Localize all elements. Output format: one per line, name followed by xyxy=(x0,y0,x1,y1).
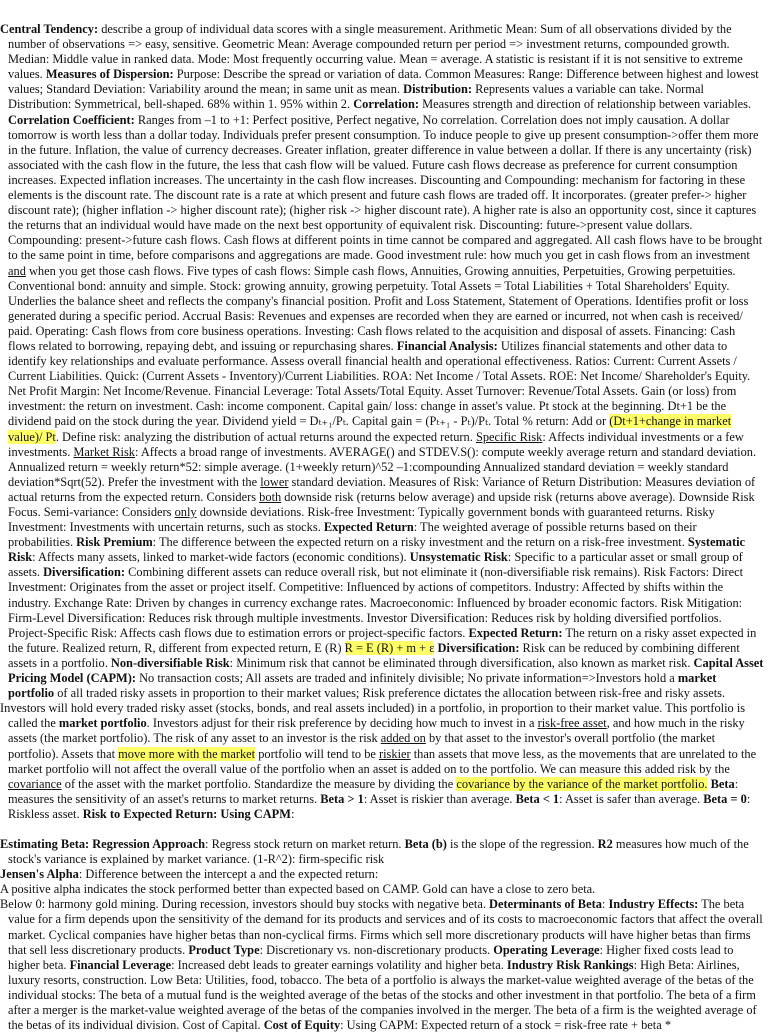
text-run: : Discretionary vs. non-discretionary products. xyxy=(259,942,494,957)
text-run: of all traded risky assets in proportion to their market values; Risk preference dictates the allocation between risk-free and risky assets. xyxy=(54,686,726,701)
text-run: than assets that move less, as the movements that are unrelated to the market portfolio will not affect the overall value of the portfolio when an asset is added on to the portfolio. We can measure this added risk by the xyxy=(8,746,757,776)
paragraph-statistics-finance xyxy=(0,22,764,701)
paragraph-market-portfolio xyxy=(0,701,764,822)
text-run: : Affects individual investments or a few investments. xyxy=(8,429,744,459)
text-run: A positive alpha indicates the stock performed better than expected based on CAMP. Gold can have a close to zero beta. xyxy=(0,882,596,897)
text-run: The beta value for a firm depends upon the sensitivity of the demand for its products and services and of its costs to macroeconomic factors that affect the overall market. Cyclical companies have higher betas than non-cyclical firms. Firms which sell more discretionary products will have higher betas than firms that sell less discretionary products. xyxy=(8,897,763,957)
paragraph-determinants-of-beta xyxy=(0,897,764,1033)
paragraph-positive-alpha xyxy=(0,882,764,897)
term-expected-return-2: Expected Return: xyxy=(468,625,563,640)
paragraph-jensens-alpha xyxy=(0,867,764,882)
text-run: when you get those cash flows. Five types of cash flows: Simple cash flows, Annuities, Growing annuities, Perpetuities, Growing perpetuities. Conventional bond: annuity and simple. Stock: growing annuity, growing perpetuity. Total Assets = Total Liabilities + Total Shareholders' Equity. Underlies the balance sheet and reflects the company's financial position. Profit and Loss Statement, Statement of Operations. Identifies profit or loss generated during a specific period. Accrual Basis: Revenues and expenses are recorded when they are earned or incurred, not when cash is received/ paid. Operating: Cash flows from core business operations. Investing: Cash flows related to the acquisition and disposal of assets. Financing: Cash flows related to borrowing, repaying debt, and issuing or repurchasing shares. xyxy=(8,263,749,353)
text-run: Risk can be reduced by combining different assets in a portfolio. xyxy=(8,640,740,670)
term-industry-effects: Industry Effects: xyxy=(608,897,699,912)
text-run: portfolio will tend to be xyxy=(255,746,379,761)
underlined-specific-risk: Specific Risk xyxy=(475,429,543,444)
term-beta-b: Beta (b) xyxy=(404,836,447,851)
text-run: : High Beta: Airlines, luxury resorts, construction. Low Beta: Utilities, food, tobacco. The beta of a portfolio is always the market-value weighted average of the betas of the individual stocks: The beta of a mutual fund is the weighted average of the betas of the stocks and other investment in that portfolio. The beta of a firm after a merger is the market-value weighted average of the betas of the companies involved in the merger. The beta of a firm is the weighted average of the betas of its individual division. Cost of Capital. xyxy=(8,957,757,1033)
term-beta-less-1: Beta < 1 xyxy=(515,791,560,806)
term-determinants-of-beta: Determinants of Beta xyxy=(489,897,602,912)
text-run: : Higher fixed costs lead to higher beta. xyxy=(8,942,734,972)
term-diversification-2: Diversification: xyxy=(437,640,520,655)
paragraph-estimating-beta xyxy=(0,837,764,867)
text-run: . Investors adjust for their risk preference by deciding how much to invest in a xyxy=(146,716,538,731)
text-run: : Asset is safer than average. xyxy=(559,791,704,806)
text-run: Below 0: harmony gold mining. During recession, investors should buy stocks with negative beta. xyxy=(0,897,490,912)
term-r2: R2 xyxy=(597,836,613,851)
underlined-added-on: added on xyxy=(380,731,426,746)
term-systematic-risk: Systematic Risk xyxy=(8,535,746,565)
text-run: measures how much of the stock's variance is explained by market variance. (1-R^2): firm-specific risk xyxy=(8,836,749,867)
term-industry-risk-rankings: Industry Risk Rankings xyxy=(506,957,634,972)
term-risk-to-expected-return: Risk to Expected Return: Using CAPM xyxy=(82,806,291,821)
term-market-portfolio-2: market portfolio xyxy=(58,716,147,731)
text-run: , and how much in the risky assets (the market portfolio). The risk of any asset to an investor is the risk xyxy=(8,716,745,746)
text-run: is the slope of the regression. xyxy=(446,836,598,851)
term-estimating-beta: Estimating Beta: Regression Approach xyxy=(0,836,206,851)
term-diversification: Diversification: xyxy=(43,565,126,580)
text-run: downside deviations. Risk-free Investment: Typically government bonds with guaranteed returns. Risky Investment: Investments with uncertain returns, such as stocks. xyxy=(8,505,715,535)
highlight-realized-return-formula: R = E (R) + m + ε xyxy=(344,640,435,655)
text-run: : Difference between the intercept a and the expected return: xyxy=(78,867,379,882)
text-run: standard deviation. Measures of Risk: Variance of Return Distribution: Measures deviation of actual returns from the expected return. Considers xyxy=(8,474,756,504)
text-run: Combining different assets can reduce overall risk, but not eliminate it (non-diversifiable risk remains). Risk Factors: Direct Investment: Originates from the asset or project itself. Competitive: Influenced by actions of competitors. Industry: Affected by shifts within the industry. Exchange Rate: Driven by changes in currency exchange rates. Macroeconomic: Influenced by broader economic factors. Risk Mitigation: Firm-Level Diversification: Reduces risk through multiple investments. Investor Diversification: Reduces risk by holding diversified portfolios. Project-Specific Risk: Affects cash flows due to estimation errors or project-specific factors. xyxy=(8,565,744,640)
highlight-total-return-formula: (Dt+1+change in market value)/ Pt xyxy=(8,414,732,444)
highlight-move-with-market: move more with the market xyxy=(118,746,256,761)
underlined-covariance: covariance xyxy=(8,776,62,791)
term-beta: Beta xyxy=(710,776,735,791)
term-jensens-alpha: Jensen's Alpha xyxy=(0,867,79,882)
term-measures-of-dispersion: Measures of Dispersion: xyxy=(45,67,174,82)
underlined-and: and xyxy=(8,263,26,278)
underlined-risk-free-asset: risk-free asset xyxy=(537,716,607,731)
term-cost-of-equity: Cost of Equity xyxy=(263,1018,341,1033)
text-run: Investors will hold every traded risky asset (stocks, bonds, and real assets included) in a portfolio, in proportion to their market value. This portfolio is called the xyxy=(0,701,746,731)
term-correlation-coefficient: Correlation Coefficient: xyxy=(8,112,135,127)
term-beta-zero: Beta = 0 xyxy=(703,791,747,806)
underlined-market-risk: Market Risk xyxy=(73,444,135,459)
text-run: : Regress stock return on market return. xyxy=(205,836,405,851)
term-market-portfolio: market portfolio xyxy=(8,671,717,701)
underlined-both: both xyxy=(259,489,282,504)
text-run: of the asset with the market portfolio. Standardize the measure by dividing the xyxy=(61,776,457,791)
term-central-tendency: Central Tendency: xyxy=(0,22,99,36)
text-run: describe a group of individual data scores with a single measurement. Arithmetic Mean: Sum of all observations divided by the number of observations => easy, sensitive. Geometric Mean: Average compounded return per period => investment returns, compounded growth. Median: Middle value in ranked data. Mode: Most frequently occurring value. Mean = average. A statistic is resistant if it is not sensitive to extreme values. xyxy=(8,22,743,82)
text-run: : Specific to a particular asset or small group of assets. xyxy=(8,550,743,580)
underlined-lower: lower xyxy=(260,474,289,489)
term-financial-analysis: Financial Analysis: xyxy=(396,338,498,353)
term-product-type: Product Type xyxy=(188,942,260,957)
text-run: : Minimum risk that cannot be eliminated through diversification, also known as market risk. xyxy=(229,655,694,670)
term-distribution: Distribution: xyxy=(403,82,472,97)
highlight-covariance-by-variance: covariance by the variance of the market portfolio. xyxy=(456,776,708,791)
term-financial-leverage: Financial Leverage xyxy=(69,957,172,972)
term-risk-premium: Risk Premium xyxy=(76,535,153,550)
term-beta-greater-1: Beta > 1 xyxy=(320,791,364,806)
text-run: Ranges from –1 to +1: Perfect positive, Perfect negative, No correlation. Correlation does not imply causation. A dollar tomorrow is worth less than a dollar today. Individuals prefer present consumption. To induce people to give up present consumption->offer them more in the future. Inflation, the value of currency decreases. Greater inflation, greater difference in value between a dollar. If there is any uncertainty (risk) associated with the cash flow in the future, the less that cash flow will be valued. Future cash flows decrease as preference for current consumption increases. Expected inflation increases. The uncertainty in the cash flow increases. Discounting and Compounding: mechanism for factoring in these elements is the discount rate. The discount rate is a rate at which present and future cash flows are traded off. It incorporates. (greater prefer-> higher discount rate); (higher inflation -> higher discount rate); (higher risk -> higher discount rate). A higher rate is also an opportunity cost, since it captures the returns that an individual would have made on the next best opportunity of equivalent risk. Discounting: future->present value dollars. Compounding: present->future cash flows. Cash flows at different points in time cannot be compared and aggregated. All cash flows have to be brought to the same point in time, before comparisons and aggregations are made. Good investment rule: how much you get in cash flows from an investment xyxy=(8,112,763,263)
text-run: : xyxy=(290,806,295,821)
text-run: Utilizes financial statements and other data to identify key relationships and evaluate performance. Assess overall financial health and operational effectiveness. Ratios: Current: Current Assets / Current Liabilities. Quick: (Current Assets - Inventory)/Current Liabilities. ROA: Net Income / Total Assets. ROE: Net Income/ Shareholder's Equity. Net Profit Margin: Net Income/Revenue. Financial Leverage: Total Assets/Total Equity. Asset Turnover: Revenue/Total Assets. Gain (or loss) from investment: the return on investment. Cash: income component. Capital gain/ loss: change in asset's value. Pt stock at the beginning. Dt+1 be the dividend paid on the stock during the year. Dividend yield = Dₜ₊₁/Pₜ. Capital gain = (Pₜ₊₁ - Pₜ)/Pₜ. Total % return: Add or xyxy=(8,338,751,429)
text-run: : Increased debt leads to greater earnings volatility and higher beta. xyxy=(171,957,507,972)
underlined-only: only xyxy=(174,505,197,519)
text-run: by that asset to the investor's overall portfolio (the market portfolio). Assets that xyxy=(8,731,716,761)
text-run: : The weighted average of possible returns based on their probabilities. xyxy=(8,520,697,550)
term-expected-return: Expected Return xyxy=(323,520,414,535)
text-run: : Asset is riskier than average. xyxy=(363,791,516,806)
text-run: : Affects a broad range of investments. AVERAGE() and STDEV.S(): compute weekly average return and standard deviation. Annualized return = weekly return*52: simple average. (1+weekly return)^52 –1:compounding Annualized standard deviation = weekly standard deviation*Sqrt(52). Prefer the investment with the xyxy=(8,444,757,489)
text-run: Represents values a variable can take. Normal Distribution: Symmetrical, bell-shaped. 68% within 1. 95% within 2. xyxy=(8,82,704,112)
term-capm: Capital Asset Pricing Model (CAPM): xyxy=(8,655,764,686)
text-run: Purpose: Describe the spread or variation of data. Common Measures: Range: Difference between highest and lowest values; Standard Deviation: Variability around the mean; in same unit as mean. xyxy=(8,67,759,97)
underlined-riskier: riskier xyxy=(378,746,411,761)
text-run: : xyxy=(601,897,609,912)
text-run: : Affects many assets, linked to market-wide factors (economic conditions). xyxy=(32,550,410,565)
text-run: Measures strength and direction of relationship between variables. xyxy=(419,97,752,112)
text-run: : Using CAPM: Expected return of a stock = risk-free rate + beta * xyxy=(340,1018,672,1033)
term-operating-leverage: Operating Leverage xyxy=(493,942,600,957)
text-run: No transaction costs; All assets are traded and infinitely divisible; No private information=>Investors hold a xyxy=(136,671,678,686)
text-run: : Riskless asset. xyxy=(8,791,751,821)
term-unsystematic-risk: Unsystematic Risk xyxy=(409,550,508,565)
term-non-diversifiable-risk: Non-diversifiable Risk xyxy=(110,655,230,670)
text-run: The return on a risky asset expected in the future. Realized return, R, different from expected return, E (R) xyxy=(8,625,757,655)
text-run: downside risk (returns below average) and upside risk (returns above average). Downside Risk Focus. Semi-variance: Considers xyxy=(8,489,755,519)
text-run: : measures the sensitivity of an asset's returns to market returns. xyxy=(8,776,739,806)
term-correlation: Correlation: xyxy=(353,97,420,112)
text-run: . Define risk: analyzing the distribution of actual returns around the expected return. xyxy=(55,429,476,444)
text-run: : The difference between the expected return on a risky investment and the return on a risk-free investment. xyxy=(152,535,688,550)
